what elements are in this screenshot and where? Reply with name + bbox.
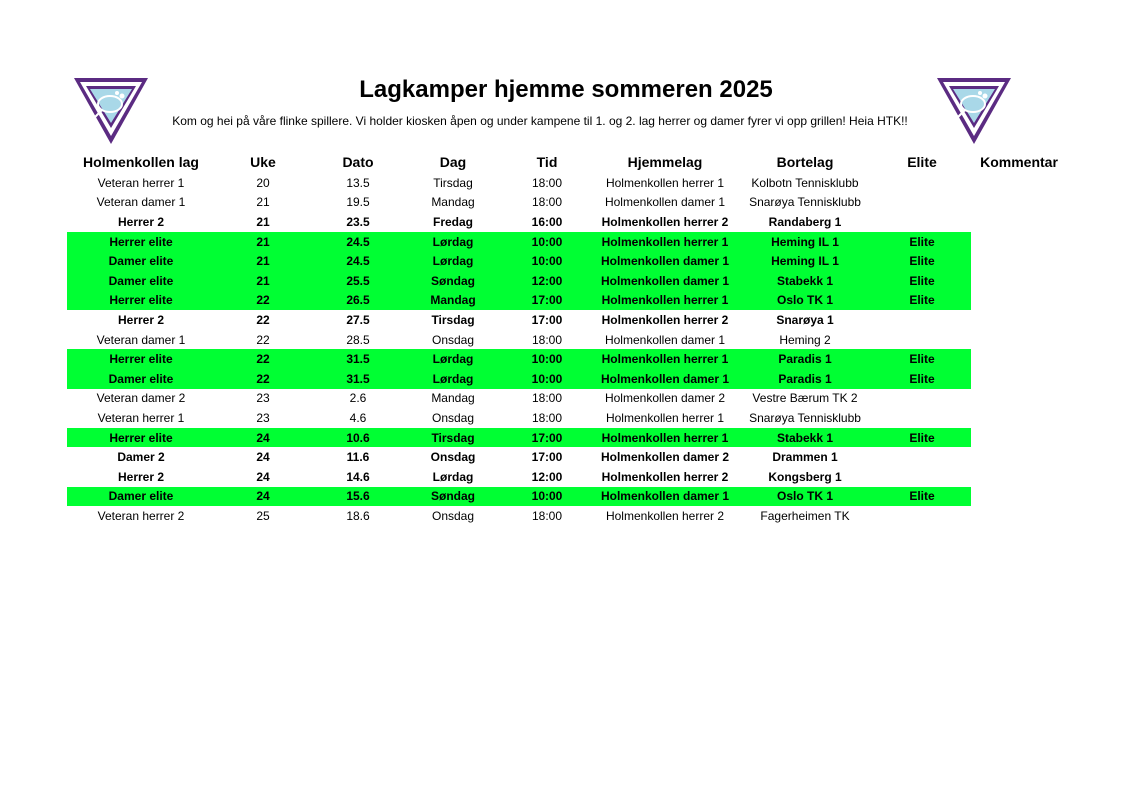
day-cell: Tirsdag	[405, 428, 501, 448]
table-row	[67, 428, 1067, 448]
date-cell: 2.6	[349, 391, 367, 406]
home-team-cell: Holmenkollen herrer 2	[601, 214, 729, 229]
home-team-cell: Holmenkollen herrer 2	[605, 508, 725, 523]
away-team-cell: Heming 2	[779, 332, 831, 347]
week-cell: 22	[256, 332, 270, 347]
team-cell: Veteran herrer 2	[97, 508, 185, 523]
time-cell: 12:00	[501, 271, 593, 291]
comment-cell	[971, 389, 1067, 409]
time-cell: 10:00	[501, 349, 593, 369]
comment-cell	[971, 467, 1067, 487]
day-cell: Onsdag	[431, 332, 475, 347]
home-team-cell: Holmenkollen damer 1	[604, 332, 726, 347]
away-team-cell: Stabekk 1	[737, 271, 873, 291]
home-team-cell: Holmenkollen damer 1	[593, 369, 737, 389]
date-cell: 31.5	[311, 369, 405, 389]
time-cell: 18:00	[531, 391, 563, 406]
elite-cell	[873, 408, 971, 428]
away-team-cell: Vestre Bærum TK 2	[752, 391, 858, 406]
date-cell: 19.5	[346, 195, 370, 210]
day-cell: Søndag	[405, 487, 501, 507]
home-team-cell: Holmenkollen herrer 2	[601, 312, 729, 327]
day-cell: Fredag	[432, 214, 473, 229]
elite-cell	[873, 389, 971, 409]
table-row	[67, 173, 1067, 193]
date-cell: 10.6	[311, 428, 405, 448]
date-cell: 4.6	[349, 410, 367, 425]
team-cell: Damer elite	[67, 487, 215, 507]
header-lag: Holmenkollen lag	[83, 154, 199, 170]
table-row	[67, 212, 1067, 232]
home-team-cell: Holmenkollen herrer 1	[593, 291, 737, 311]
team-cell: Herrer elite	[67, 291, 215, 311]
page-title: Lagkamper hjemme sommeren 2025	[359, 76, 773, 103]
week-cell: 25	[256, 508, 270, 523]
week-cell: 22	[215, 291, 311, 311]
home-team-cell: Holmenkollen herrer 1	[605, 410, 725, 425]
table-row	[67, 193, 1067, 213]
elite-cell: Elite	[873, 291, 971, 311]
time-cell: 18:00	[531, 410, 563, 425]
date-cell: 25.5	[311, 271, 405, 291]
elite-cell	[873, 212, 971, 232]
day-cell: Lørdag	[405, 349, 501, 369]
away-team-cell: Oslo TK 1	[737, 487, 873, 507]
team-cell: Veteran damer 2	[96, 391, 186, 406]
comment-cell	[971, 173, 1067, 193]
date-cell: 15.6	[311, 487, 405, 507]
time-cell: 12:00	[531, 469, 563, 484]
day-cell: Søndag	[405, 271, 501, 291]
team-cell: Herrer elite	[67, 232, 215, 252]
team-cell: Veteran damer 1	[96, 332, 186, 347]
day-cell: Lørdag	[405, 369, 501, 389]
comment-cell	[971, 193, 1067, 213]
time-cell: 16:00	[531, 214, 563, 229]
comment-cell	[971, 369, 1067, 389]
team-cell: Veteran damer 1	[96, 195, 186, 210]
week-cell: 24	[256, 450, 270, 465]
day-cell: Onsdag	[431, 508, 475, 523]
team-cell: Herrer 2	[117, 469, 165, 484]
time-cell: 17:00	[501, 291, 593, 311]
home-team-cell: Holmenkollen damer 1	[593, 251, 737, 271]
match-schedule-table	[67, 151, 1067, 526]
home-team-cell: Holmenkollen damer 1	[593, 271, 737, 291]
away-team-cell: Heming IL 1	[737, 251, 873, 271]
comment-cell	[971, 232, 1067, 252]
team-cell: Herrer elite	[67, 428, 215, 448]
date-cell: 11.6	[346, 450, 370, 465]
table-row	[67, 389, 1067, 409]
elite-cell	[873, 173, 971, 193]
week-cell: 22	[215, 349, 311, 369]
day-cell: Lørdag	[405, 232, 501, 252]
away-team-cell: Kolbotn Tennisklubb	[751, 175, 859, 190]
team-cell: Herrer 2	[117, 214, 165, 229]
away-team-cell: Randaberg 1	[768, 214, 842, 229]
table-row	[67, 506, 1067, 526]
time-cell: 18:00	[531, 508, 563, 523]
elite-cell	[873, 330, 971, 350]
day-cell: Onsdag	[430, 450, 476, 465]
date-cell: 26.5	[311, 291, 405, 311]
team-cell: Damer elite	[67, 369, 215, 389]
time-cell: 10:00	[501, 487, 593, 507]
time-cell: 18:00	[531, 332, 563, 347]
home-team-cell: Holmenkollen damer 1	[604, 195, 726, 210]
table-row	[67, 369, 1067, 389]
home-team-cell: Holmenkollen herrer 1	[593, 349, 737, 369]
day-cell: Mandag	[405, 291, 501, 311]
comment-cell	[971, 447, 1067, 467]
day-cell: Mandag	[431, 391, 475, 406]
table-row	[67, 408, 1067, 428]
elite-cell: Elite	[873, 271, 971, 291]
comment-cell	[971, 408, 1067, 428]
table-row	[67, 251, 1067, 271]
elite-cell	[873, 310, 971, 330]
time-cell: 17:00	[531, 450, 563, 465]
home-team-cell: Holmenkollen herrer 2	[601, 469, 729, 484]
header-kommentar: Kommentar	[980, 154, 1058, 170]
time-cell: 10:00	[501, 251, 593, 271]
date-cell: 14.6	[346, 469, 370, 484]
table-row	[67, 271, 1067, 291]
team-cell: Veteran herrer 1	[97, 410, 185, 425]
day-cell: Lørdag	[432, 469, 474, 484]
table-row	[67, 447, 1067, 467]
comment-cell	[971, 506, 1067, 526]
week-cell: 23	[256, 391, 270, 406]
away-team-cell: Paradis 1	[737, 369, 873, 389]
page-subtitle: Kom og hei på våre flinke spillere. Vi holder kiosken åpen og under kampene til 1. og 2. lag herrer og damer fyrer vi opp grillen! Heia HTK!!	[172, 114, 908, 128]
week-cell: 24	[215, 428, 311, 448]
team-cell: Herrer elite	[67, 349, 215, 369]
away-team-cell: Drammen 1	[772, 450, 838, 465]
home-team-cell: Holmenkollen damer 2	[604, 391, 726, 406]
day-cell: Mandag	[431, 195, 475, 210]
week-cell: 21	[215, 251, 311, 271]
date-cell: 31.5	[311, 349, 405, 369]
time-cell: 17:00	[501, 428, 593, 448]
table-row	[67, 467, 1067, 487]
away-team-cell: Kongsberg 1	[768, 469, 842, 484]
week-cell: 21	[215, 232, 311, 252]
time-cell: 18:00	[531, 195, 563, 210]
week-cell: 22	[256, 312, 270, 327]
team-cell: Damer 2	[117, 450, 165, 465]
date-cell: 24.5	[311, 251, 405, 271]
time-cell: 10:00	[501, 232, 593, 252]
elite-cell: Elite	[873, 349, 971, 369]
week-cell: 24	[215, 487, 311, 507]
week-cell: 21	[256, 195, 270, 210]
comment-cell	[971, 310, 1067, 330]
comment-cell	[971, 291, 1067, 311]
date-cell: 23.5	[346, 214, 370, 229]
week-cell: 22	[215, 369, 311, 389]
comment-cell	[971, 349, 1067, 369]
away-team-cell: Snarøya 1	[776, 312, 834, 327]
day-cell: Tirsdag	[433, 175, 473, 190]
home-team-cell: Holmenkollen damer 2	[600, 450, 730, 465]
header-dag: Dag	[439, 154, 467, 170]
elite-cell: Elite	[873, 428, 971, 448]
date-cell: 27.5	[346, 312, 370, 327]
comment-cell	[971, 428, 1067, 448]
home-team-cell: Holmenkollen damer 1	[593, 487, 737, 507]
home-team-cell: Holmenkollen herrer 1	[593, 232, 737, 252]
day-cell: Onsdag	[431, 410, 475, 425]
team-cell: Veteran herrer 1	[97, 175, 185, 190]
header-hjemmelag: Hjemmelag	[627, 154, 703, 170]
elite-cell: Elite	[873, 369, 971, 389]
header-elite: Elite	[907, 154, 937, 170]
week-cell: 24	[256, 469, 270, 484]
table-row	[67, 291, 1067, 311]
table-row	[67, 487, 1067, 507]
team-cell: Damer elite	[67, 251, 215, 271]
week-cell: 21	[215, 271, 311, 291]
comment-cell	[971, 330, 1067, 350]
comment-cell	[971, 212, 1067, 232]
elite-cell	[873, 193, 971, 213]
away-team-cell: Oslo TK 1	[737, 291, 873, 311]
day-cell: Lørdag	[405, 251, 501, 271]
header-bortelag: Bortelag	[776, 154, 834, 170]
elite-cell: Elite	[873, 487, 971, 507]
day-cell: Tirsdag	[431, 312, 475, 327]
table-row	[67, 330, 1067, 350]
away-team-cell: Paradis 1	[737, 349, 873, 369]
date-cell: 18.6	[346, 508, 370, 523]
table-header-row	[67, 151, 1067, 173]
header-uke: Uke	[250, 154, 276, 170]
table-row	[67, 232, 1067, 252]
week-cell: 23	[256, 410, 270, 425]
elite-cell	[873, 506, 971, 526]
date-cell: 24.5	[311, 232, 405, 252]
away-team-cell: Heming IL 1	[737, 232, 873, 252]
away-team-cell: Stabekk 1	[737, 428, 873, 448]
header-tid: Tid	[536, 154, 558, 170]
date-cell: 28.5	[346, 332, 370, 347]
team-cell: Herrer 2	[117, 312, 165, 327]
away-team-cell: Snarøya Tennisklubb	[749, 195, 861, 210]
comment-cell	[971, 271, 1067, 291]
comment-cell	[971, 487, 1067, 507]
elite-cell	[873, 447, 971, 467]
week-cell: 21	[256, 214, 270, 229]
elite-cell	[873, 467, 971, 487]
table-row	[67, 310, 1067, 330]
elite-cell: Elite	[873, 232, 971, 252]
away-team-cell: Fagerheimen TK	[760, 508, 850, 523]
date-cell: 13.5	[346, 175, 370, 190]
home-team-cell: Holmenkollen herrer 1	[593, 428, 737, 448]
comment-cell	[971, 251, 1067, 271]
away-team-cell: Snarøya Tennisklubb	[749, 410, 861, 425]
elite-cell: Elite	[873, 251, 971, 271]
time-cell: 18:00	[531, 175, 563, 190]
home-team-cell: Holmenkollen herrer 1	[605, 175, 725, 190]
time-cell: 17:00	[531, 312, 563, 327]
time-cell: 10:00	[501, 369, 593, 389]
team-cell: Damer elite	[67, 271, 215, 291]
week-cell: 20	[256, 175, 270, 190]
header-dato: Dato	[342, 154, 374, 170]
table-row	[67, 349, 1067, 369]
